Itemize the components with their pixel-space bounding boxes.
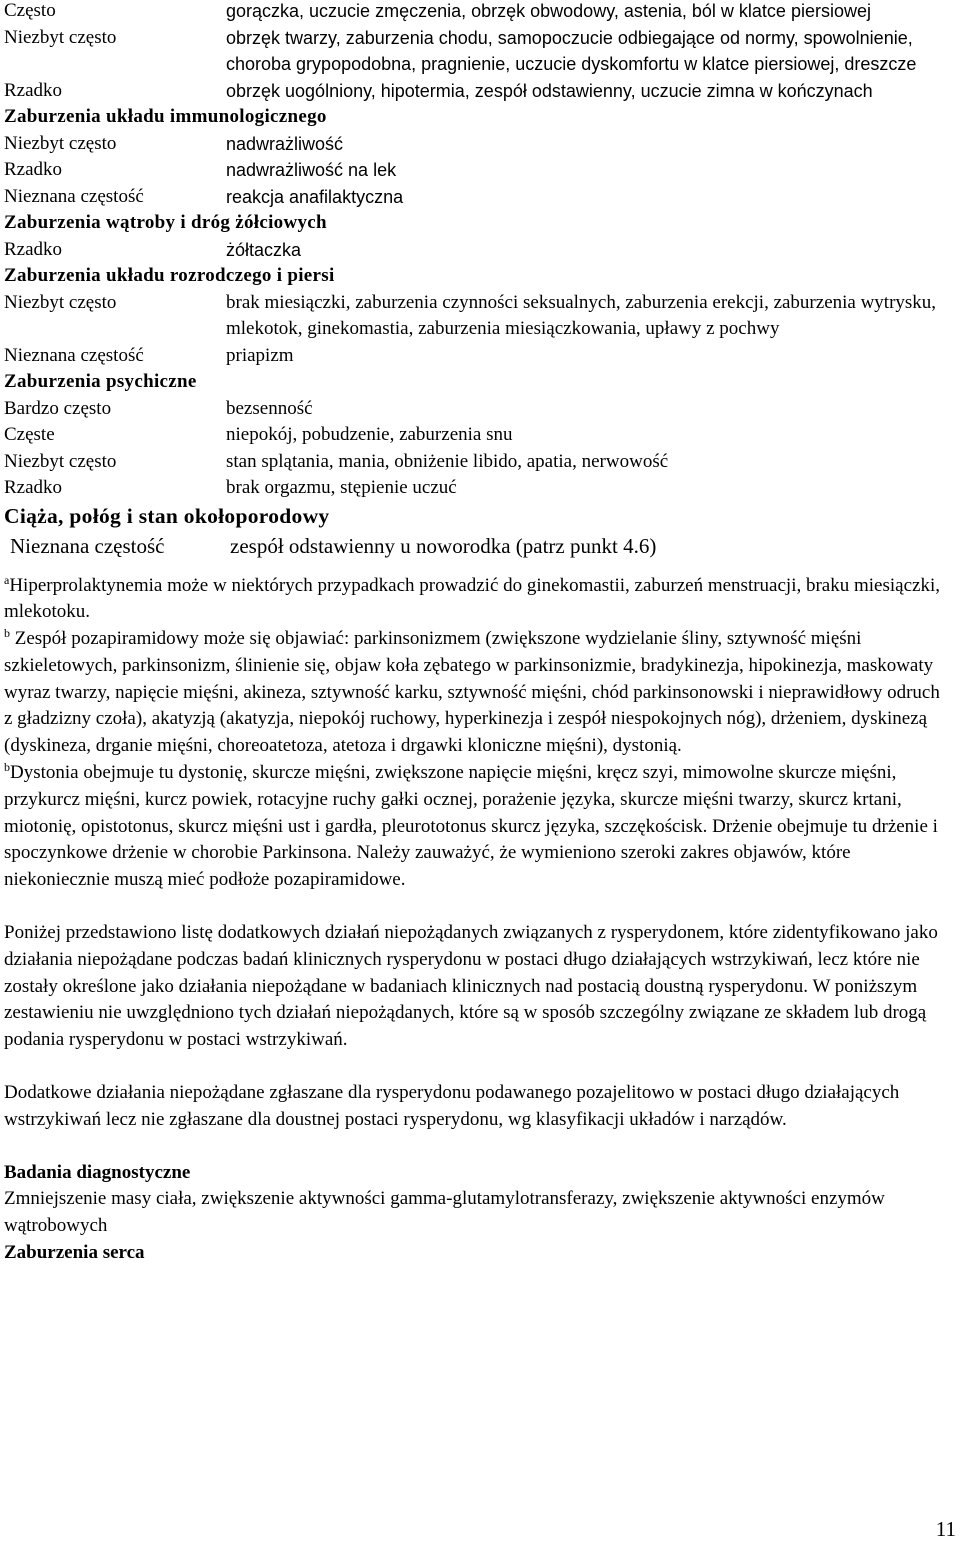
body-paragraph: Zmniejszenie masy ciała, zwiększenie aktywności gamma-glutamylotransferazy, zwiększenie aktywności enzymów wątrobowych <box>4 1188 885 1237</box>
footnote-marker: a <box>4 572 10 587</box>
body-paragraph: Poniżej przedstawiono listę dodatkowych działań niepożądanych związanych z rysperydonem, które zidentyfikowano jako działania niepożądane podczas badań klinicznych rysperydonu w postaci długo działających wstrzykiwań, lecz które nie zostały określone jako działania niepożądane w badaniach klinicznych nad postacią doustną rysperydonu. W poniższym zestawieniu nie uwzględniono tych działań niepożądanych, które są w sposób szczególny związane ze składem lub drogą podania rysperydonu w postaci wstrzykiwań. <box>4 922 938 1051</box>
page-number: 11 <box>935 1517 956 1541</box>
reaction-list: priapizm <box>226 344 294 366</box>
reaction-list: niepokój, pobudzenie, zaburzenia snu <box>226 424 513 445</box>
footnote-text: Dystonia obejmuje tu dystonię, skurcze mięśni, zwiększone napięcie mięśni, kręcz szyi, mimowolne skurcze mięśni, przykurcz mięśni, kurcz powiek, rotacyjne ruchy gałki ocznej, porażenie języka, skurcze mięśni twarzy, skurcz krtani, miotonię, opistotonus, skurcz mięśni ust i gardła, pleurototonus skurcz języka, szczękościsk. Drżenie obejmuje tu drżenie i spoczynkowe drżenie w chorobie Parkinsona. Należy zauważyć, że wymieniono szeroki zakres objawów, które niekoniecznie muszą mieć podłoże pozapiramidowe. <box>4 762 938 891</box>
footnote-marker: b <box>4 626 10 641</box>
section-heading: Zaburzenia układu immunologicznego <box>4 106 327 127</box>
footnote-text: Zespół pozapiramidowy może się objawiać: parkinsonizmem (zwiększone wydzielanie śliny, sztywność mięśni szkieletowych, parkinsonizm, ślinienie się, objaw koła zębatego w parkinsonizmie, bradykinezja, hipokinezja, maskowaty wyraz twarzy, napięcie mięśni, akineza, sztywność karku, sztywność mięśni, chód parkinsonowski i nieprawidłowy odruch z gładzizny czoła), akatyzją (akatyzja, niepokój ruchowy, hyperkinezja i zespół niespokojnych nóg), drżeniem, dyskinezą (dyskineza, drganie mięśni, choreoatetoza, atetoza i drgawki kloniczne mięśni), dystonią. <box>4 628 940 757</box>
frequency-label: Rzadko <box>4 238 63 260</box>
frequency-label: Niezbyt często <box>4 132 117 154</box>
footnote-marker: b <box>4 760 10 775</box>
reaction-list: brak miesiączki, zaburzenia czynności seksualnych, zaburzenia erekcji, zaburzenia wytrysku, mlekotok, ginekomastia, zaburzenia miesiączkowania, upławy z pochwy <box>226 291 937 339</box>
table-row <box>4 0 948 25</box>
reaction-list: bezsenność <box>226 397 313 419</box>
table-row <box>4 184 948 211</box>
frequency-label: Rzadko <box>4 477 63 498</box>
table-row <box>4 475 948 502</box>
section-heading: Zaburzenia wątroby i dróg żółciowych <box>4 212 327 233</box>
reaction-list: gorączka, uczucie zmęczenia, obrzęk obwodowy, astenia, ból w klatce piersiowej <box>226 1 871 21</box>
table-row <box>4 531 948 561</box>
footnote-text: Hiperprolaktynemia może w niektórych przypadkach prowadzić do ginekomastii, zaburzeń menstruacji, braku miesiączki, mlekotoku. <box>4 574 940 623</box>
frequency-label: Niezbyt często <box>4 450 117 472</box>
reaction-list: stan splątania, mania, obniżenie libido, apatia, nerwowość <box>226 450 669 472</box>
spacer <box>4 561 948 573</box>
table-row <box>4 343 948 370</box>
frequency-label: Nieznana częstość <box>4 185 144 207</box>
table-row <box>4 78 948 105</box>
section-heading: Badania diagnostyczne <box>4 1161 191 1183</box>
frequency-label: Rzadko <box>4 79 63 101</box>
spacer <box>4 1054 948 1080</box>
frequency-label: Niezbyt często <box>4 26 117 48</box>
frequency-label: Nieznana częstość <box>4 344 144 366</box>
section-heading: Zaburzenia serca <box>4 1242 145 1264</box>
frequency-label: Bardzo często <box>4 397 112 419</box>
section-heading: Zaburzenia układu rozrodczego i piersi <box>4 265 335 286</box>
reaction-list: zespół odstawienny u noworodka (patrz punkt 4.6) <box>230 533 657 558</box>
table-row <box>4 131 948 158</box>
table-row <box>4 422 948 449</box>
frequency-label: Częste <box>4 424 55 445</box>
reaction-list: nadwrażliwość <box>226 133 344 154</box>
section-heading: Zaburzenia psychiczne <box>4 371 197 392</box>
reaction-list: reakcja anafilaktyczna <box>226 186 404 207</box>
section-heading: Ciąża, połóg i stan okołoporodowy <box>4 503 330 528</box>
document-page <box>4 0 948 1267</box>
reaction-list: obrzęk uogólniony, hipotermia, zespół odstawienny, uczucie zimna w kończynach <box>226 80 873 101</box>
table-row <box>4 449 948 476</box>
general-disorders-table <box>4 0 948 104</box>
frequency-label: Niezbyt często <box>4 291 117 313</box>
footnote <box>4 626 948 760</box>
footnote <box>4 573 948 627</box>
spacer <box>4 894 948 920</box>
reaction-list: nadwrażliwość na lek <box>226 160 397 180</box>
reaction-list: brak orgazmu, stępienie uczuć <box>226 477 457 498</box>
table-row <box>4 157 948 184</box>
table-row <box>4 25 948 78</box>
table-row <box>4 237 948 264</box>
reaction-list: obrzęk twarzy, zaburzenia chodu, samopoczucie odbiegające od normy, spowolnienie, choroba grypopodobna, pragnienie, uczucie dyskomfortu w klatce piersiowej, dreszcze <box>226 27 917 74</box>
body-paragraph: Dodatkowe działania niepożądane zgłaszane dla rysperydonu podawanego pozajelitowo w postaci długo działających wstrzykiwań lecz nie zgłaszane dla doustnej postaci rysperydonu, wg klasyfikacji układów i narządów. <box>4 1082 900 1130</box>
table-row <box>4 290 948 343</box>
footnote <box>4 760 948 894</box>
frequency-label: Rzadko <box>4 159 63 180</box>
frequency-label: Nieznana częstość <box>10 533 165 558</box>
spacer <box>4 1134 948 1160</box>
frequency-label: Często <box>4 0 56 21</box>
table-row <box>4 396 948 423</box>
reaction-list: żółtaczka <box>226 239 302 260</box>
